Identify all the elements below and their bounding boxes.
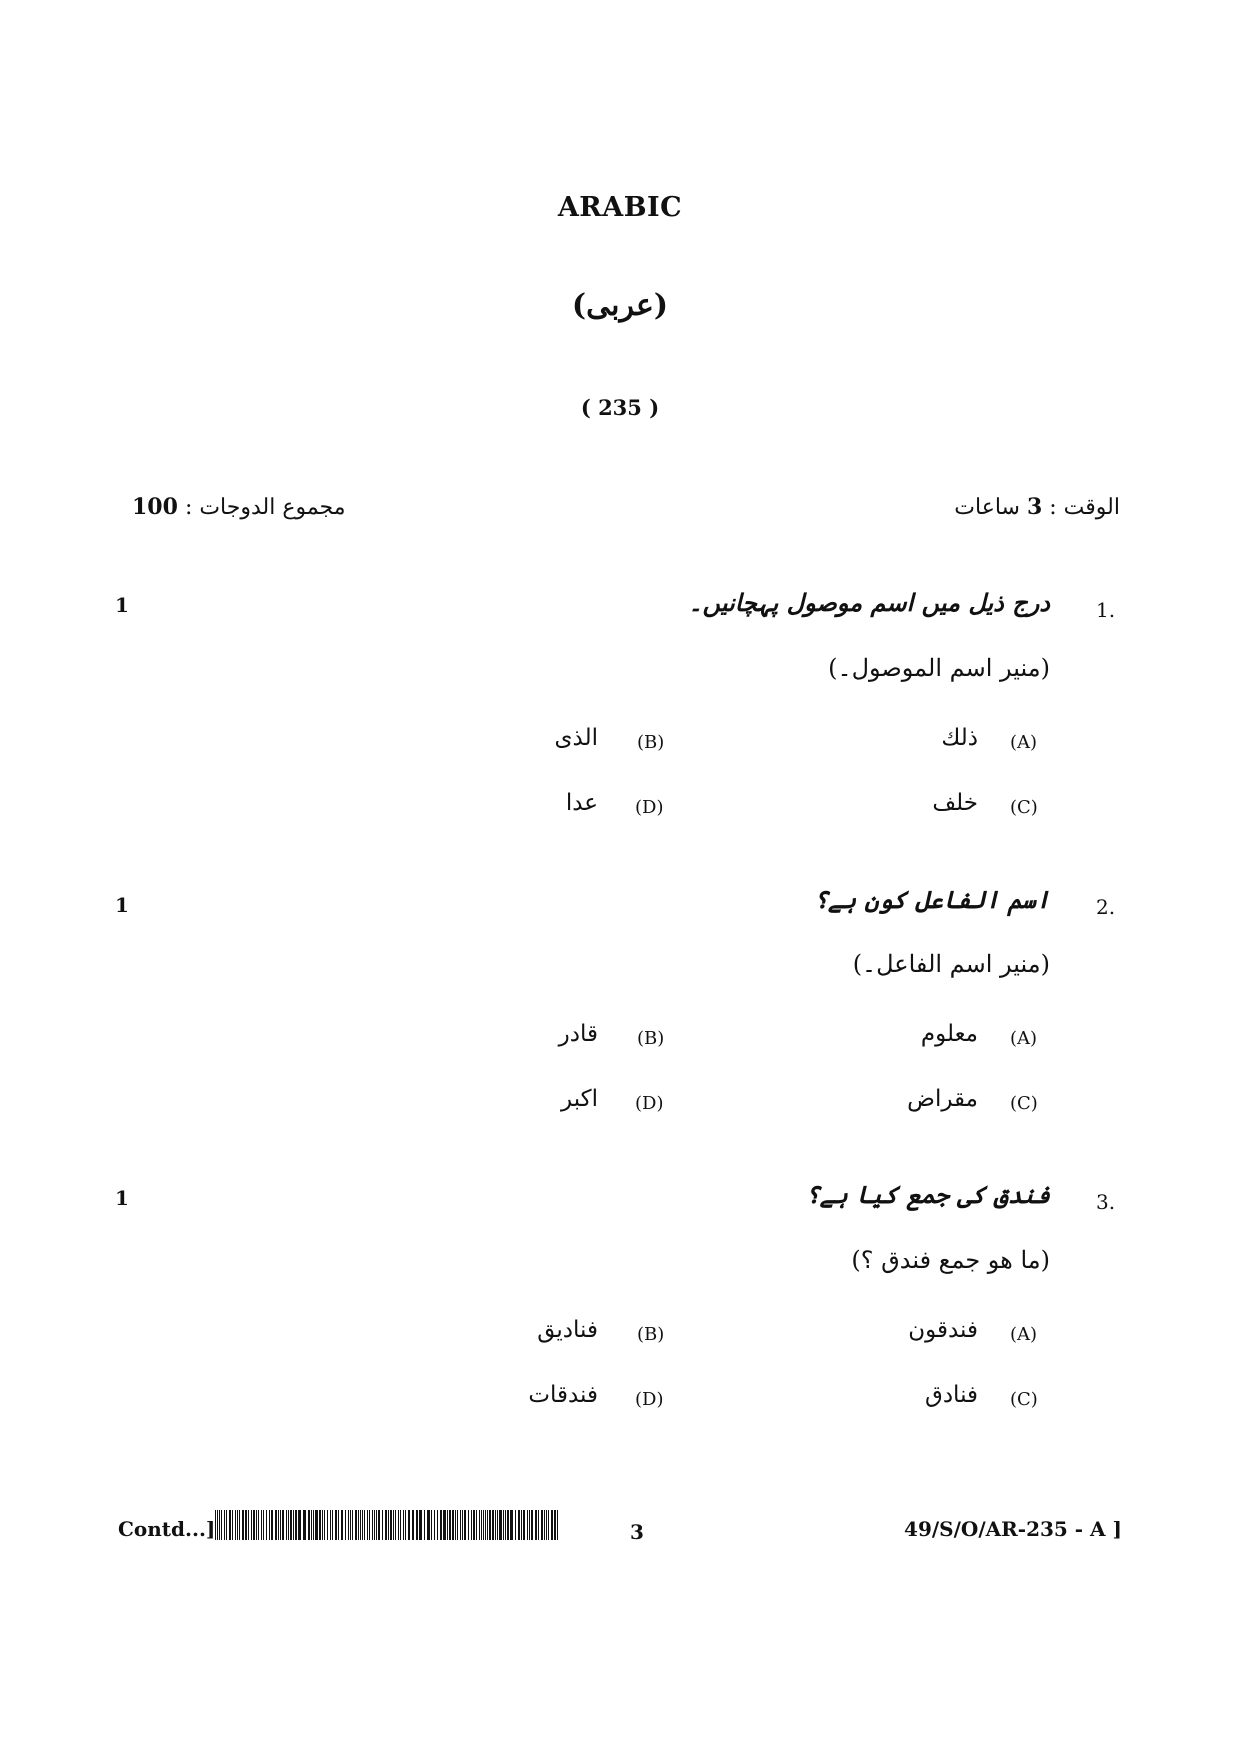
question-2-marks: 1 [115, 893, 129, 917]
barcode-image [215, 1510, 560, 1540]
question-2-option-c-text: مقراض [907, 1086, 978, 1112]
time-unit: ساعات [954, 495, 1020, 520]
question-3-option-a-label: (A) [1010, 1324, 1038, 1345]
question-2-option-d-text: اکبر [561, 1086, 598, 1112]
question-3-option-a-text: فندقون [908, 1317, 978, 1343]
paper-code: 49/S/O/AR-235 - A ] [904, 1517, 1122, 1541]
question-2-option-b-text: قادر [558, 1021, 598, 1047]
page-number: 3 [630, 1520, 644, 1544]
question-3-option-d-label: (D) [635, 1389, 664, 1410]
question-3-number: 3. [1096, 1190, 1116, 1214]
question-1-option-d-text: عدا [565, 790, 598, 816]
question-1-option-b-text: الذی [554, 725, 598, 751]
question-1-option-a-text: ذلك [941, 725, 978, 751]
question-2-option-c-label: (C) [1010, 1093, 1038, 1114]
subject-code: ( 235 ) [580, 395, 660, 420]
subject-title-arabic: (عربی) [571, 288, 669, 323]
question-2-option-b-label: (B) [637, 1028, 665, 1049]
question-1-marks: 1 [115, 593, 129, 617]
question-3-subtext: (ما هو جمع فندق ؟) [851, 1246, 1050, 1274]
question-3-option-b-label: (B) [637, 1324, 665, 1345]
total-marks-info [132, 494, 346, 520]
question-3-option-c-text: فنادق [924, 1382, 978, 1408]
question-1-option-c-label: (C) [1010, 797, 1038, 818]
time-label: الوقت : [1049, 495, 1120, 520]
question-1-option-a-label: (A) [1010, 732, 1038, 753]
question-2-option-d-label: (D) [635, 1093, 664, 1114]
question-1-option-c-text: خلف [932, 790, 978, 816]
question-1-option-d-label: (D) [635, 797, 664, 818]
time-info [954, 494, 1120, 520]
contd-label: Contd...] [118, 1517, 216, 1541]
question-2-subtext: (منیر اسم الفاعل۔) [852, 950, 1050, 978]
question-3-option-b-text: فنادیق [537, 1317, 598, 1343]
question-2-number: 2. [1096, 895, 1116, 919]
subject-title: ARABIC [557, 192, 683, 223]
question-2-text: اسم الفاعل کون ہے؟ [813, 885, 1050, 914]
question-3-option-c-label: (C) [1010, 1389, 1038, 1410]
question-1-option-b-label: (B) [637, 732, 665, 753]
total-value: 100 [132, 494, 178, 520]
question-3-text: فندق کی جمع کیا ہے؟ [805, 1180, 1050, 1209]
time-value: 3 [1026, 494, 1043, 520]
question-3-option-d-text: فندقات [528, 1382, 598, 1408]
question-1-text: درج ذیل میں اسم موصول پہچانیں۔ [688, 588, 1050, 617]
total-label: مجموع الدوجات : [184, 495, 346, 520]
question-2-option-a-label: (A) [1010, 1028, 1038, 1049]
question-2-option-a-text: معلوم [920, 1021, 978, 1047]
question-3-marks: 1 [115, 1186, 129, 1210]
question-1-number: 1. [1096, 598, 1116, 622]
question-1-subtext: (منیر اسم الموصول۔) [828, 654, 1050, 682]
